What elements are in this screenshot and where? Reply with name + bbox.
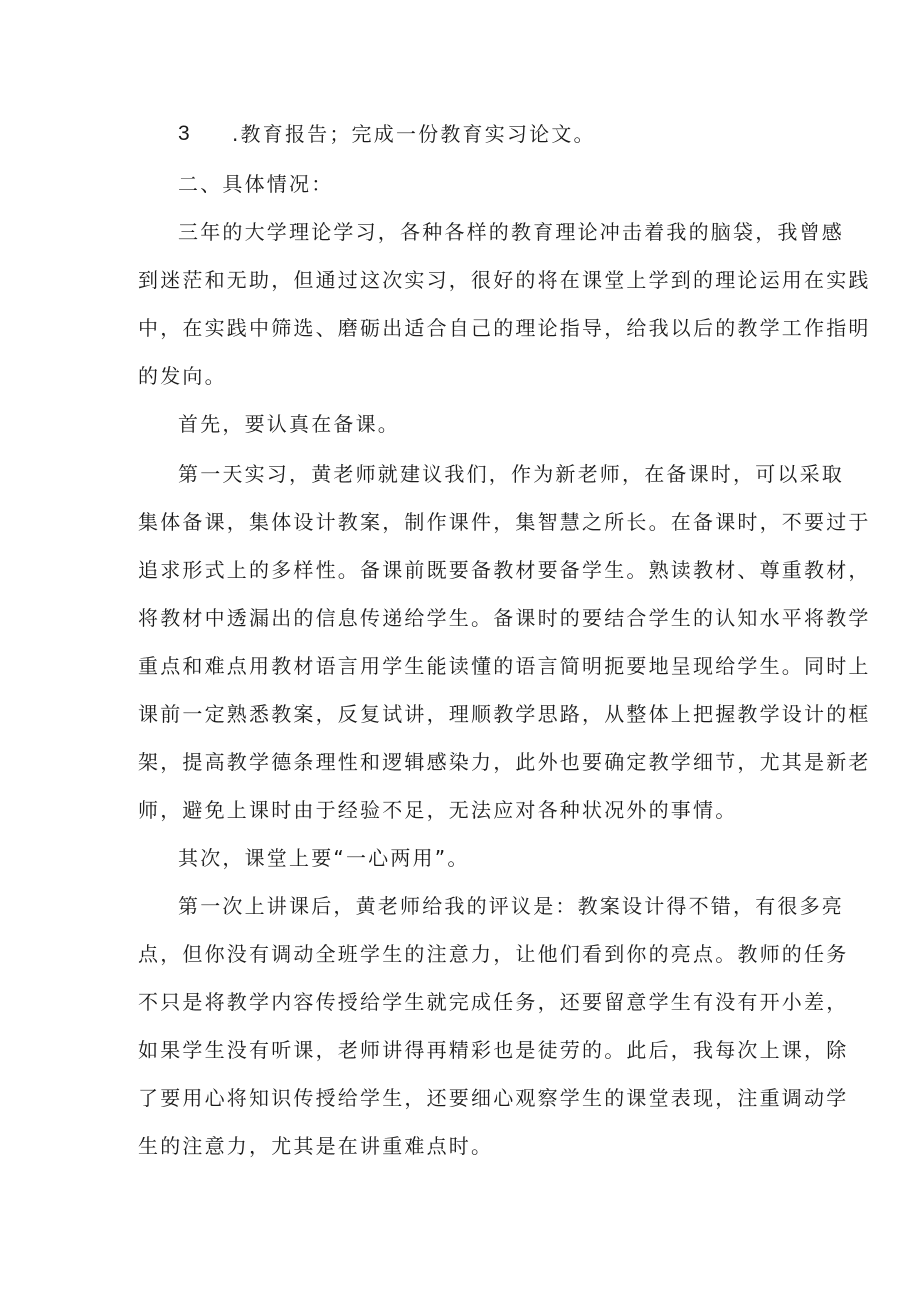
- paragraph-line: 第一次上讲课后，黄老师给我的评议是：教案设计得不错，有很多亮: [178, 894, 844, 918]
- paragraph-line: 三年的大学理论学习，各种各样的教育理论冲击着我的脑袋，我曾感: [178, 220, 844, 244]
- paragraph-line: 到迷茫和无助，但通过这次实习，很好的将在课堂上学到的理论运用在实践: [138, 268, 871, 292]
- paragraph-line: 其次，课堂上要“一心两用”。: [178, 846, 470, 870]
- paragraph-line: 中，在实践中筛选、磨砺出适合自己的理论指导，给我以后的教学工作指明: [138, 316, 871, 340]
- section-heading: 二、具体情况：: [178, 172, 334, 196]
- paragraph-line: 课前一定熟悉教案，反复试讲，理顺教学思路，从整体上把握教学设计的框: [138, 702, 871, 726]
- paragraph-line: 集体备课，集体设计教案，制作课件，集智慧之所长。在备课时，不要过于: [138, 510, 871, 534]
- paragraph-line: 追求形式上的多样性。备课前既要备教材要备学生。熟读教材、尊重教材，: [138, 558, 871, 582]
- paragraph-line: 架，提高教学德条理性和逻辑感染力，此外也要确定教学细节，尤其是新老: [138, 750, 871, 774]
- paragraph-line: 师，避免上课时由于经验不足，无法应对各种状况外的事情。: [138, 798, 738, 822]
- list-item-number: 3: [178, 122, 190, 145]
- paragraph-line: 重点和难点用教材语言用学生能读懂的语言简明扼要地呈现给学生。同时上: [138, 654, 871, 678]
- list-item-text: .教育报告；完成一份教育实习论文。: [232, 122, 596, 146]
- paragraph-line: 将教材中透漏出的信息传递给学生。备课时的要结合学生的认知水平将教学: [138, 606, 871, 630]
- paragraph-line: 第一天实习，黄老师就建议我们，作为新老师，在备课时，可以采取: [178, 462, 844, 486]
- paragraph-line: 生的注意力，尤其是在讲重难点时。: [138, 1134, 494, 1158]
- paragraph-line: 了要用心将知识传授给学生，还要细心观察学生的课堂表现，注重调动学: [138, 1086, 849, 1110]
- paragraph-line: 不只是将教学内容传授给学生就完成任务，还要留意学生有没有开小差，: [138, 990, 849, 1014]
- paragraph-line: 首先，要认真在备课。: [178, 412, 400, 436]
- paragraph-line: 的发向。: [138, 364, 227, 388]
- paragraph-line: 如果学生没有听课，老师讲得再精彩也是徒劳的。此后，我每次上课，除: [138, 1038, 849, 1062]
- paragraph-line: 点，但你没有调动全班学生的注意力，让他们看到你的亮点。教师的任务: [138, 942, 849, 966]
